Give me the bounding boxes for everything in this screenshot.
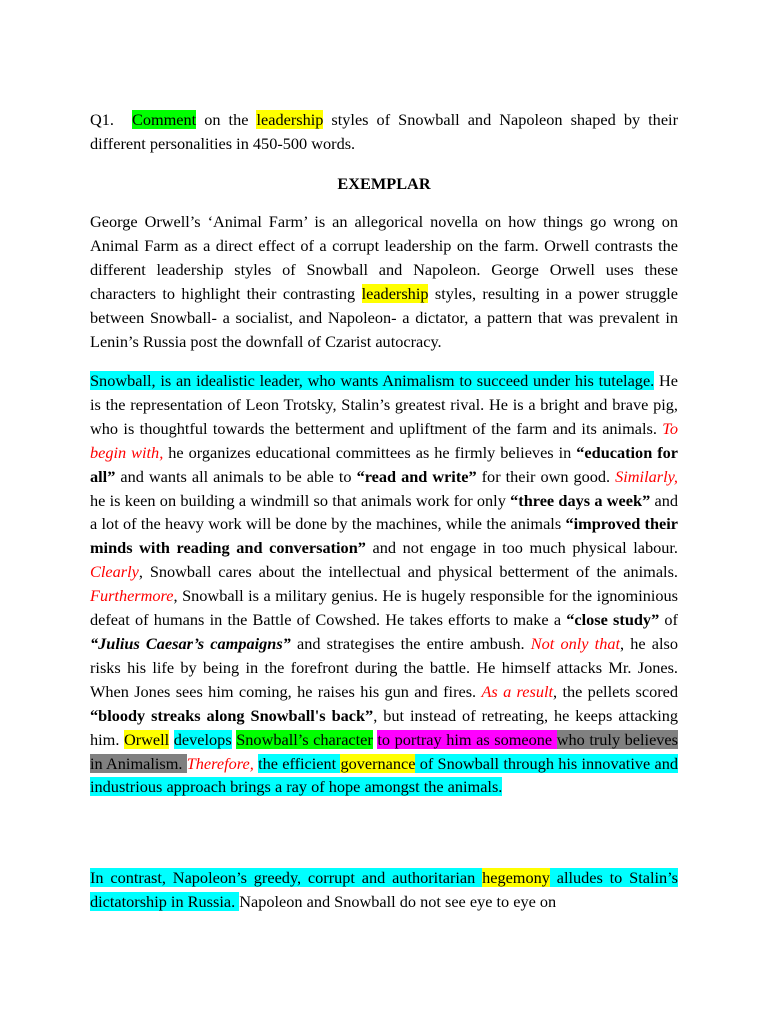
quote: “close study”	[566, 610, 660, 630]
transition-word: Similarly,	[615, 466, 678, 486]
question-number: Q1.	[90, 110, 114, 129]
question-text-part: on the	[196, 110, 257, 129]
exemplar-heading: EXEMPLAR	[337, 174, 431, 193]
quote: “read and write”	[356, 466, 477, 486]
highlight-comment: Comment	[131, 110, 197, 129]
transition-word: To begin with,	[90, 418, 678, 462]
text-run: he is keen on building a windmill so that animals work for only	[90, 490, 511, 510]
highlight-orwell: Orwell	[123, 729, 170, 749]
quote: “three days a week”	[510, 490, 651, 510]
highlight-believes: who truly believes in Animalism.	[90, 729, 678, 773]
text-run: of	[659, 610, 678, 630]
text-run: and strategises the entire ambush.	[290, 633, 531, 653]
text-run: He is the representation of Leon Trotsky, Stalin’s greatest rival. He is a bright and brave pig, who is thoughtful towards the betterment and upliftment of the farm and its animals.	[90, 371, 678, 438]
text-run: , but instead of retreating, he keeps attacking him.	[90, 705, 678, 749]
text-run: Napoleon and Snowball do not see eye to eye on	[239, 891, 557, 911]
question-text	[90, 108, 678, 156]
paragraph-snowball	[90, 369, 678, 799]
paragraph-napoleon	[90, 866, 678, 914]
highlight-character: Snowball’s character	[236, 729, 373, 749]
highlight-leadership: leadership	[361, 283, 429, 303]
paragraph-intro	[90, 210, 678, 353]
highlight-topic-sentence: alludes to Stalin’s dictatorship in Russia.	[90, 868, 678, 911]
quote: “education for all”	[90, 442, 679, 486]
text-run: and not engage in too much physical labour.	[365, 538, 679, 558]
text-run: , the pellets scored	[553, 681, 679, 701]
highlight-governance: governance	[340, 753, 416, 773]
transition-word: Furthermore	[90, 586, 174, 606]
text-run: , he also risks his life by being in the forefront during the battle. He himself attacks Mr. Jones. When Jones sees him coming, he raises his gun and fires.	[90, 633, 679, 701]
text-run: , Snowball is a military genius. He is hugely responsible for the ignominious defeat of humans in the Battle of Cowshed. He takes efforts to make a	[90, 586, 678, 630]
question-text-part: styles of Snowball and Napoleon shaped by their different personalities in 450-500 words.	[90, 110, 678, 153]
highlight-leadership: leadership	[256, 110, 324, 129]
text-run: he organizes educational committees as he firmly believes in	[163, 442, 577, 462]
highlight-portray: to portray him as someone	[377, 729, 557, 749]
text-run: and wants all animals to be able to	[115, 466, 357, 486]
highlight-topic-sentence: Snowball, is an idealistic leader, who wants Animalism to succeed under his tutelage.	[90, 371, 655, 390]
text-run: George Orwell’s ‘Animal Farm’ is an allegorical novella on how things go wrong on Animal Farm as a direct effect of a corrupt leadership on the farm. Orwell contrasts the different leadership styles of Snowball and Napoleon. George Orwell uses these characters to highlight their contrasting	[90, 212, 678, 303]
highlight-efficient: the efficient	[258, 753, 341, 773]
transition-word: Not only that	[530, 633, 621, 653]
quote: “Julius Caesar’s campaigns”	[90, 633, 291, 653]
transition-word: Therefore,	[186, 753, 254, 773]
highlight-topic-sentence: In contrast, Napoleon’s greedy, corrupt and authoritarian	[90, 868, 483, 887]
highlight-hegemony: hegemony	[482, 868, 550, 887]
transition-word: Clearly	[90, 562, 139, 582]
highlight-conclusion: of Snowball through his innovative and industrious approach brings a ray of hope amongst the animals.	[90, 753, 678, 797]
quote: “improved their minds with reading and conversation”	[90, 514, 678, 558]
quote: “bloody streaks along Snowball's back”	[90, 705, 374, 725]
transition-word: As a result	[481, 681, 554, 701]
text-run: , Snowball cares about the intellectual and physical betterment of the animals.	[138, 562, 678, 582]
highlight-develops: develops	[173, 729, 232, 749]
text-run: and a lot of the heavy work will be done by the machines, while the animals	[90, 490, 679, 534]
text-run: styles, resulting in a power struggle between Snowball- a socialist, and Napoleon- a dictator, a pattern that was prevalent in Lenin’s Russia post the downfall of Czarist autocracy.	[90, 283, 678, 351]
text-run: for their own good.	[476, 466, 616, 486]
